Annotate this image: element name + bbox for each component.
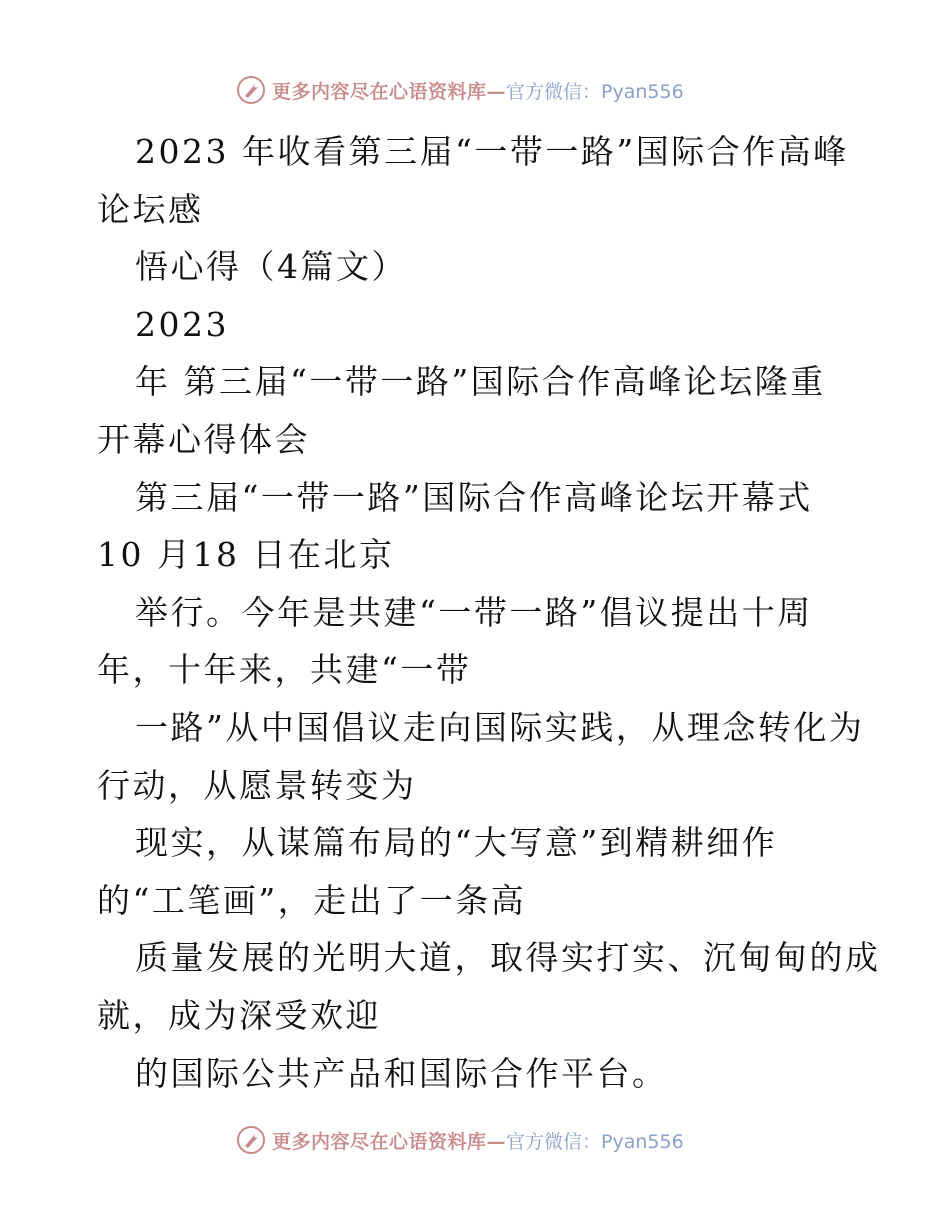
text-line: 2023 年收看第三届“一带一路”国际合作高峰 [135,132,849,171]
text-line: 2023 [135,304,229,344]
text-line: 开幕心得体会 [97,419,310,459]
text-line: 悟心得（4篇文） [135,247,407,287]
header-watermark [236,73,756,107]
text-line: 现实，从谋篇布局的“大写意”到精耕细作 [135,823,778,863]
text-line: 年 第三届“一带一路”国际合作高峰论坛隆重 [135,362,826,402]
watermark-wechat: 官方微信：Pyan556 [506,80,684,103]
text-line: 质量发展的光明大道，取得实打实、沉甸甸的成 [135,938,881,978]
text-line: 论坛感 [97,189,204,229]
text-line: 的国际公共产品和国际合作平台。 [135,1053,668,1093]
text-line: 10 月18 日在北京 [97,535,395,575]
pen-nib-icon [236,75,266,105]
text-line: 年，十年来，共建“一带 [97,650,472,690]
text-line: 的“工笔画”，走出了一条高 [97,880,527,920]
watermark-wechat: 官方微信：Pyan556 [506,1130,684,1153]
text-line: 举行。今年是共建“一带一路”倡议提出十周 [135,592,813,632]
document-body [97,123,881,1102]
pen-nib-icon [236,1125,266,1155]
text-line: 行动，从愿景转变为 [97,765,417,805]
text-line: 一路”从中国倡议走向国际实践，从理念转化为 [135,707,865,747]
watermark-text: 更多内容尽在心语资料库— [272,80,507,103]
text-line: 就，成为深受欢迎 [97,995,381,1035]
text-line: 第三届“一带一路”国际合作高峰论坛开幕式 [135,477,813,517]
footer-watermark [236,1123,756,1157]
watermark-text: 更多内容尽在心语资料库— [272,1130,507,1153]
